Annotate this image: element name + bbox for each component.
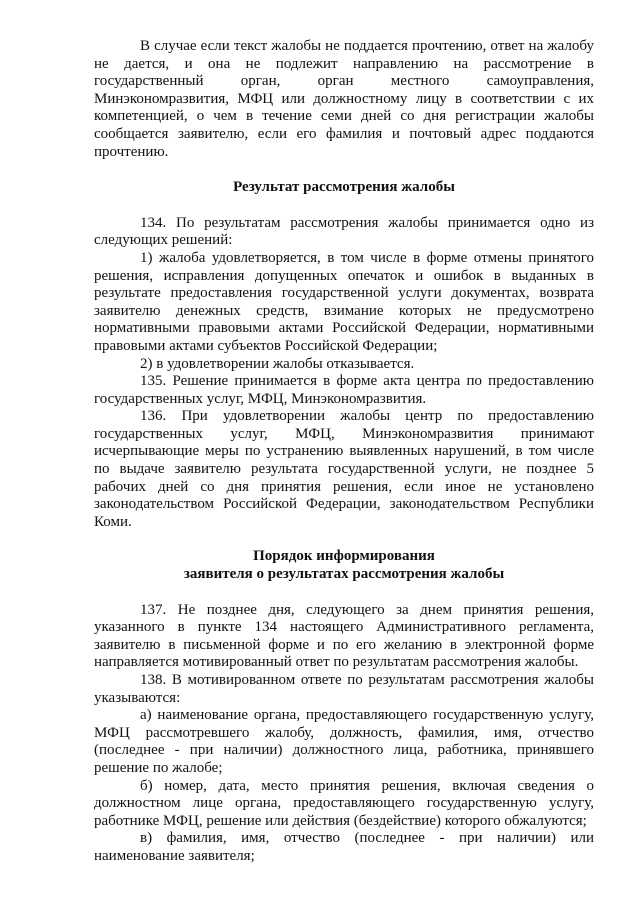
paragraph-134-item-1: 1) жалоба удовлетворяется, в том числе в форме отмены принятого решения, исправления допущенных опечаток и ошибок в выданных в результате предоставления государственной услуги документах, возврата заявителю денежных средств, взимание которых не предусмотрено нормативными правовыми актами Российской Федерации, нормативными правовыми актами субъектов Российской Федерации;: [94, 249, 594, 354]
paragraph-135: 135. Решение принимается в форме акта центра по предоставлению государственных услуг, МФЦ, Минэкономразвития.: [94, 373, 594, 407]
heading-complaint-result: Результат рассмотрения жалобы: [233, 179, 455, 196]
paragraph-134: 134. По результатам рассмотрения жалобы принимается одно из следующих решений:: [94, 214, 594, 249]
heading-informing-line-1: Порядок информирования: [253, 548, 435, 565]
paragraph-137: 137. Не позднее дня, следующего за днем принятия решения, указанного в пункте 134 настоящего Административного регламента, заявителю в письменной форме и по его желанию в электронной форме направляется мотивированный ответ по результатам рассмотрения жалобы.: [94, 601, 594, 671]
paragraph-136: 136. При удовлетворении жалобы центр по предоставлению государственных услуг, МФЦ, Минэкономразвития принимают исчерпывающие меры по устранению выявленных нарушений, в том числе по выдаче заявителю результата государственной услуги, не позднее 5 рабочих дней со дня принятия решения, если иное не установлено законодательством Российской Федерации, законодательством Республики Коми.: [94, 408, 594, 530]
paragraph-unreadable-complaint: В случае если текст жалобы не поддается прочтению, ответ на жалобу не дается, и она не подлежит направлению на рассмотрение в государственный орган, орган местного самоуправления, Минэкономразвития, МФЦ или должностному лицу в соответствии с их компетенцией, о чем в течение семи дней со дня регистрации жалобы сообщается заявителю, если его фамилия и почтовый адрес поддаются прочтению.: [94, 38, 594, 160]
heading-informing-line-2: заявителя о результатах рассмотрения жалобы: [183, 566, 505, 583]
paragraph-138-item-a: а) наименование органа, предоставляющего государственную услугу, МФЦ рассмотревшего жалобу, должность, фамилия, имя, отчество (последнее - при наличии) должностного лица, работника, принявшего решение по жалобе;: [94, 707, 594, 776]
heading-informing-procedure: [94, 548, 594, 583]
paragraph-138-item-b: б) номер, дата, место принятия решения, включая сведения о должностном лице органа, предоставляющего государственную услугу, работнике МФЦ, решение или действия (бездействие) которого обжалуются;: [94, 777, 594, 829]
paragraph-138: 138. В мотивированном ответе по результатам рассмотрения жалобы указываются:: [94, 672, 594, 706]
paragraph-134-item-2: 2) в удовлетворении жалобы отказывается.: [140, 355, 415, 372]
paragraph-138-item-c: в) фамилия, имя, отчество (последнее - при наличии) или наименование заявителя;: [94, 830, 594, 864]
